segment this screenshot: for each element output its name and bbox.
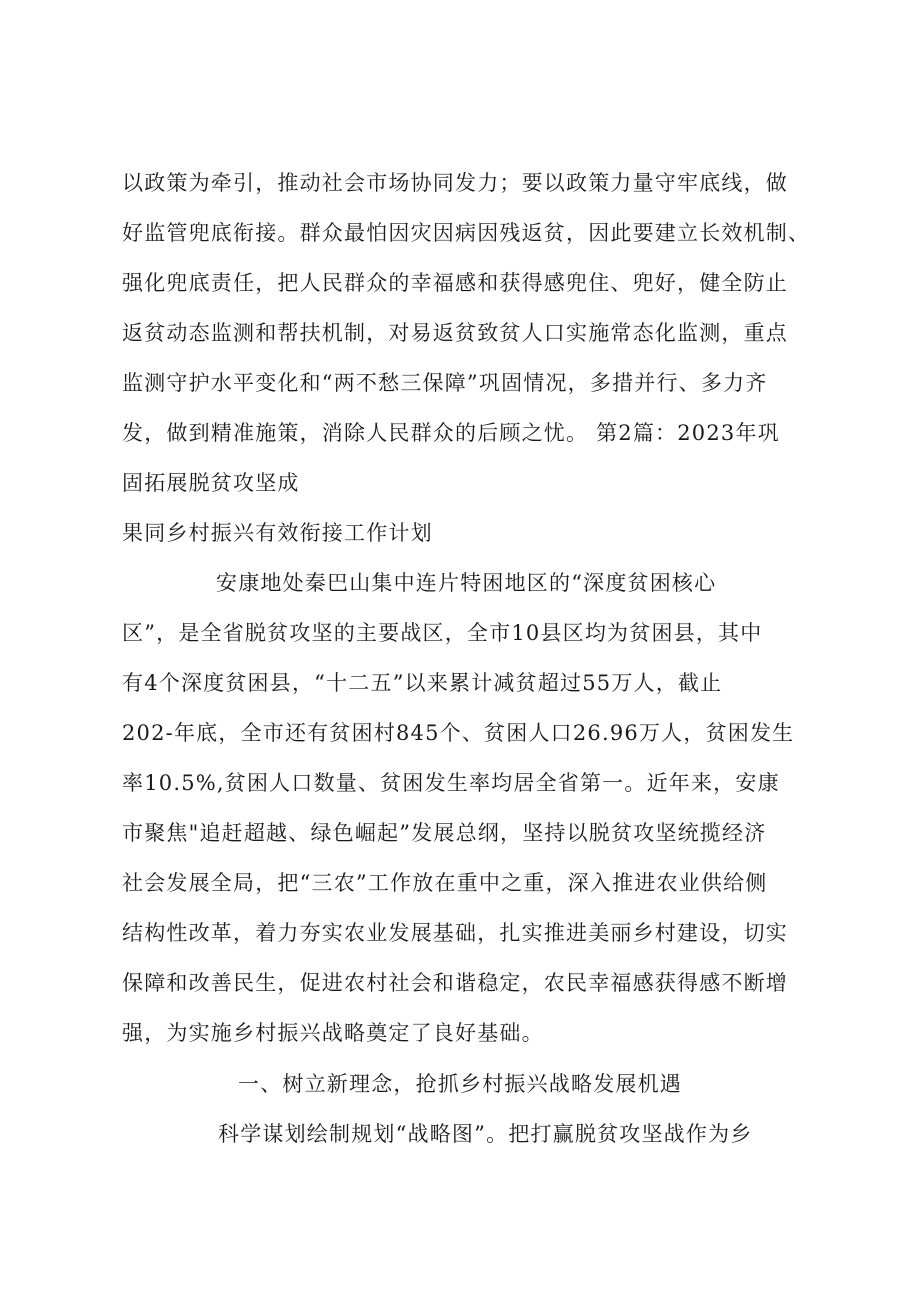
text-line: 好监管兜底衔接。群众最怕因灾因病因残返贫，因此要建立长效机制、 (122, 221, 811, 245)
text-line: 强化兜底责任，把人民群众的幸福感和获得感兜住、兜好，健全防止 (122, 271, 788, 295)
text-line: 率10.5%,贫困人口数量、贫困发生率均居全省第一。近年来，安康 (122, 771, 780, 795)
text-line: 有4个深度贫困县，“十二五”以来累计减贫超过55万人，截止 (122, 671, 723, 695)
section-heading: 一、树立新理念，抢抓乡村振兴战略发展机遇 (238, 1072, 682, 1096)
text-line: 固拓展脱贫攻坚成 (122, 471, 300, 495)
paragraph-start: 安康地处秦巴山集中连片特困地区的“深度贫困核心 (216, 571, 717, 595)
text-line: 社会发展全局，把“三农”工作放在重中之重，深入推进农业供给侧 (122, 871, 768, 895)
text-line: 结构性改革，着力夯实农业发展基础，扎实推进美丽乡村建设，切实 (122, 921, 788, 945)
text-line: 以政策为牵引，推动社会市场协同发力；要以政策力量守牢底线，做 (122, 171, 788, 195)
text-line: 市聚焦"追赶超越、绿色崛起”发展总纲，坚持以脱贫攻坚统揽经济 (122, 821, 767, 845)
text-line: 保障和改善民生，促进农村社会和谐稳定，农民幸福感获得感不断增 (122, 971, 788, 995)
paragraph-start: 科学谋划绘制规划“战略图”。把打赢脱贫攻坚战作为乡 (218, 1122, 753, 1146)
text-line: 区”，是全省脱贫攻坚的主要战区，全市10县区均为贫困县，其中 (122, 621, 763, 645)
text-line: 监测守护水平变化和“两不愁三保障”巩固情况，多措并行、多力齐 (122, 371, 768, 395)
text-line: 202-年底，全市还有贫困村845个、贫困人口26.96万人，贫困发生 (122, 721, 795, 745)
section-heading: 果同乡村振兴有效衔接工作计划 (122, 521, 433, 545)
text-line: 返贫动态监测和帮扶机制，对易返贫致贫人口实施常态化监测，重点 (122, 321, 788, 345)
text-line: 强，为实施乡村振兴战略奠定了良好基础。 (122, 1021, 544, 1045)
text-line: 发，做到精准施策，消除人民群众的后顾之忧。 第2篇：2023年巩 (122, 421, 780, 445)
